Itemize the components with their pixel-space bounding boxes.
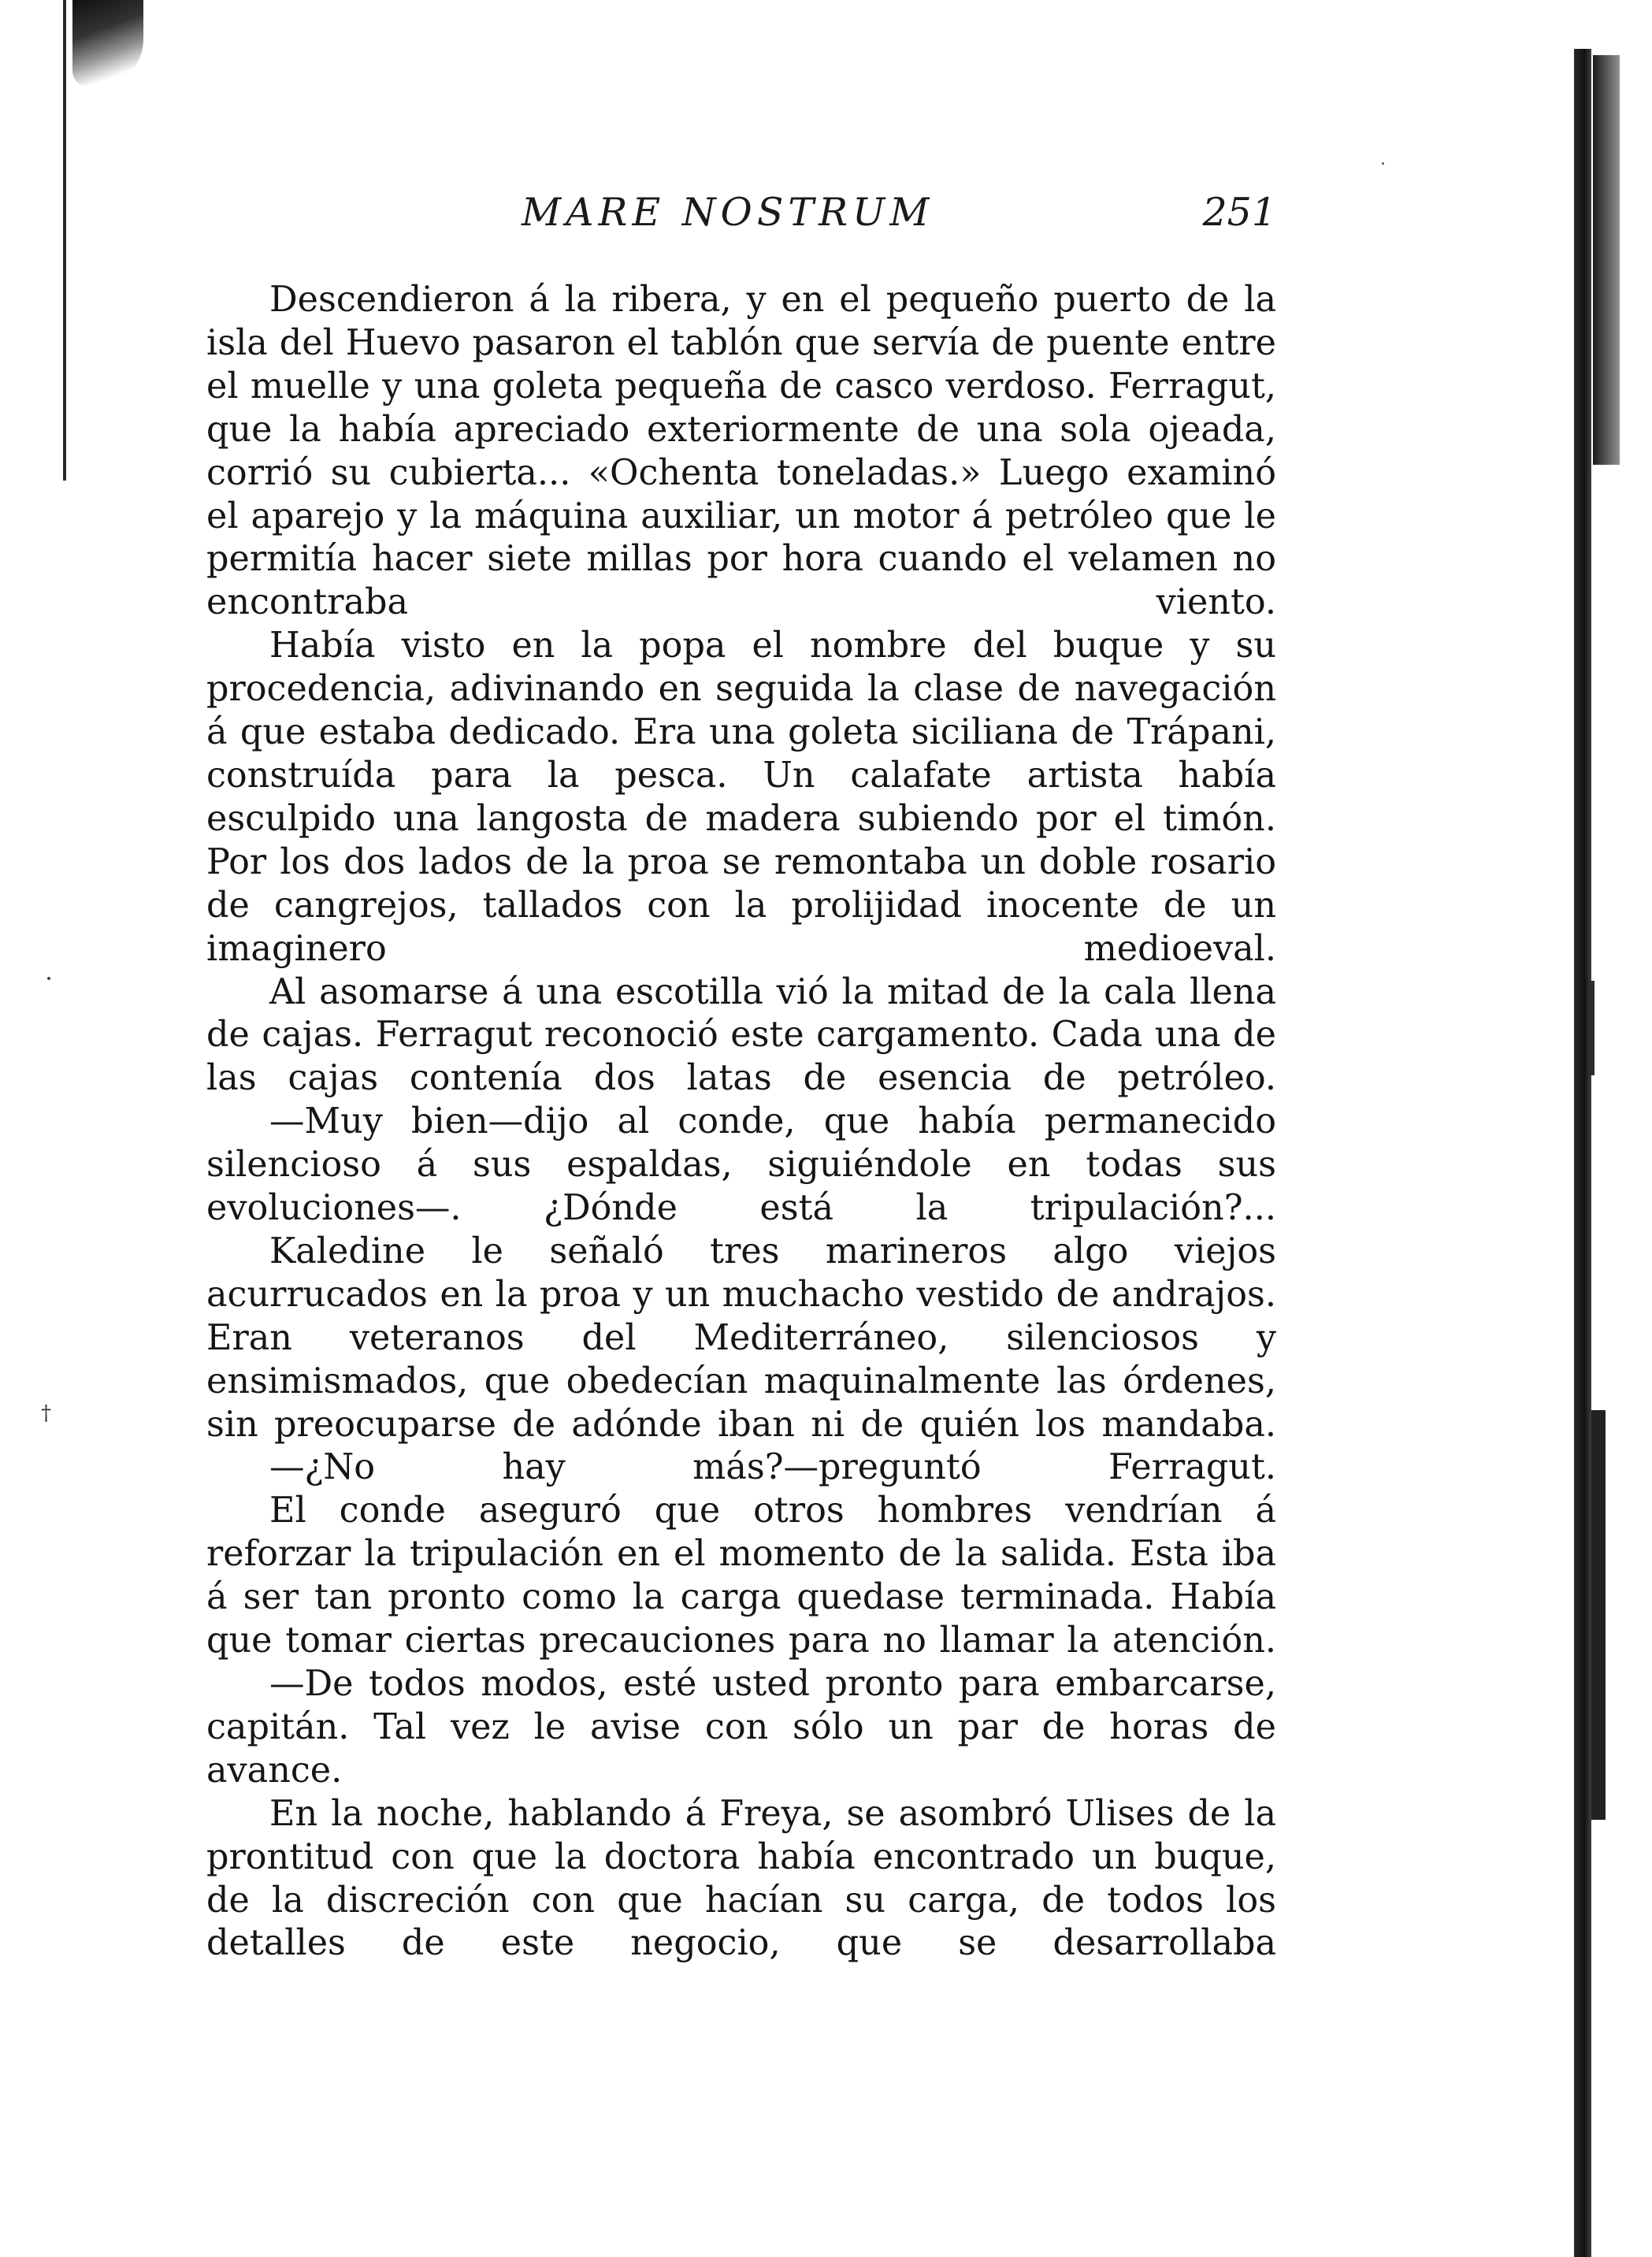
running-head bbox=[206, 187, 1276, 238]
paragraph: —¿No hay más?—preguntó Ferragut. bbox=[269, 1447, 1276, 1488]
paragraph: Descendieron á la ribera, y en el pequeño puerto de la isla del Huevo pasaron el tablón que servía de puente entre el muelle y una goleta pequeña de casco verdoso. Ferragut, que la había apreciado exteriormente de una sola ojeada, corrió su cubierta... «Ochenta toneladas.» Luego examinó el aparejo y la máquina auxiliar, un motor á petróleo que le permitía hacer siete millas por hora cuando el velamen no encontraba viento. bbox=[206, 280, 1276, 623]
scan-corner-blot bbox=[72, 0, 143, 87]
paragraph: Kaledine le señaló tres marineros algo viejos acurrucados en la proa y un muchacho vestido de andrajos. Eran veteranos del Mediterráneo, silenciosos y ensimismados, que obedecían maquinalmente las órdenes, sin preocuparse de adónde iban ni de quién los mandaba. bbox=[206, 1231, 1276, 1445]
scan-margin-mark bbox=[1590, 981, 1594, 1075]
scan-edge-right bbox=[1574, 49, 1591, 2257]
paragraph: En la noche, hablando á Freya, se asombró Ulises de la prontitud con que la doctora había encontrado un buque, de la discreción con que hacían su carga, de todos los detalles de este negocio, que se desarrollaba bbox=[206, 1793, 1276, 1964]
paragraph: —De todos modos, esté usted pronto para embarcarse, capitán. Tal vez le avise con sólo un par de horas de avance. bbox=[206, 1664, 1276, 1791]
paragraph: Al asomarse á una escotilla vió la mitad de la cala llena de cajas. Ferragut reconoció este cargamento. Cada una de las cajas contenía dos latas de esencia de petróleo. bbox=[206, 971, 1276, 1099]
paragraph: —Muy bien—dijo al conde, que había permanecido silencioso á sus espaldas, siguiéndole en todas sus evoluciones—. ¿Dónde está la tripulación?... bbox=[206, 1101, 1276, 1229]
scan-margin-glyph bbox=[41, 1406, 49, 1427]
scan-edge-right-lower bbox=[1591, 1410, 1606, 1820]
scan-edge-right-shadow bbox=[1593, 55, 1620, 465]
paragraph: Había visto en la popa el nombre del buque y su procedencia, adivinando en seguida la clase de navegación á que estaba dedicado. Era una goleta siciliana de Trápani, construída para la pesca. Un calafate artista había esculpido una langosta de madera subiendo por el timón. Por los dos lados de la proa se remontaba un doble rosario de cangrejos, tallados con la prolijidad inocente de un imaginero medioeval. bbox=[206, 626, 1276, 969]
book-page bbox=[206, 187, 1276, 1966]
scan-speck bbox=[47, 977, 50, 980]
running-title: MARE NOSTRUM bbox=[522, 190, 934, 235]
paragraph: El conde aseguró que otros hombres vendrían á reforzar la tripulación en el momento de la salida. Esta iba á ser tan pronto como la carga quedase terminada. Había que tomar ciertas precauciones para no llamar la atención. bbox=[206, 1490, 1276, 1661]
body-text bbox=[206, 279, 1276, 1966]
scan-edge-left bbox=[63, 0, 66, 481]
scan-speck bbox=[1382, 162, 1384, 165]
page-number: 251 bbox=[1202, 190, 1276, 235]
